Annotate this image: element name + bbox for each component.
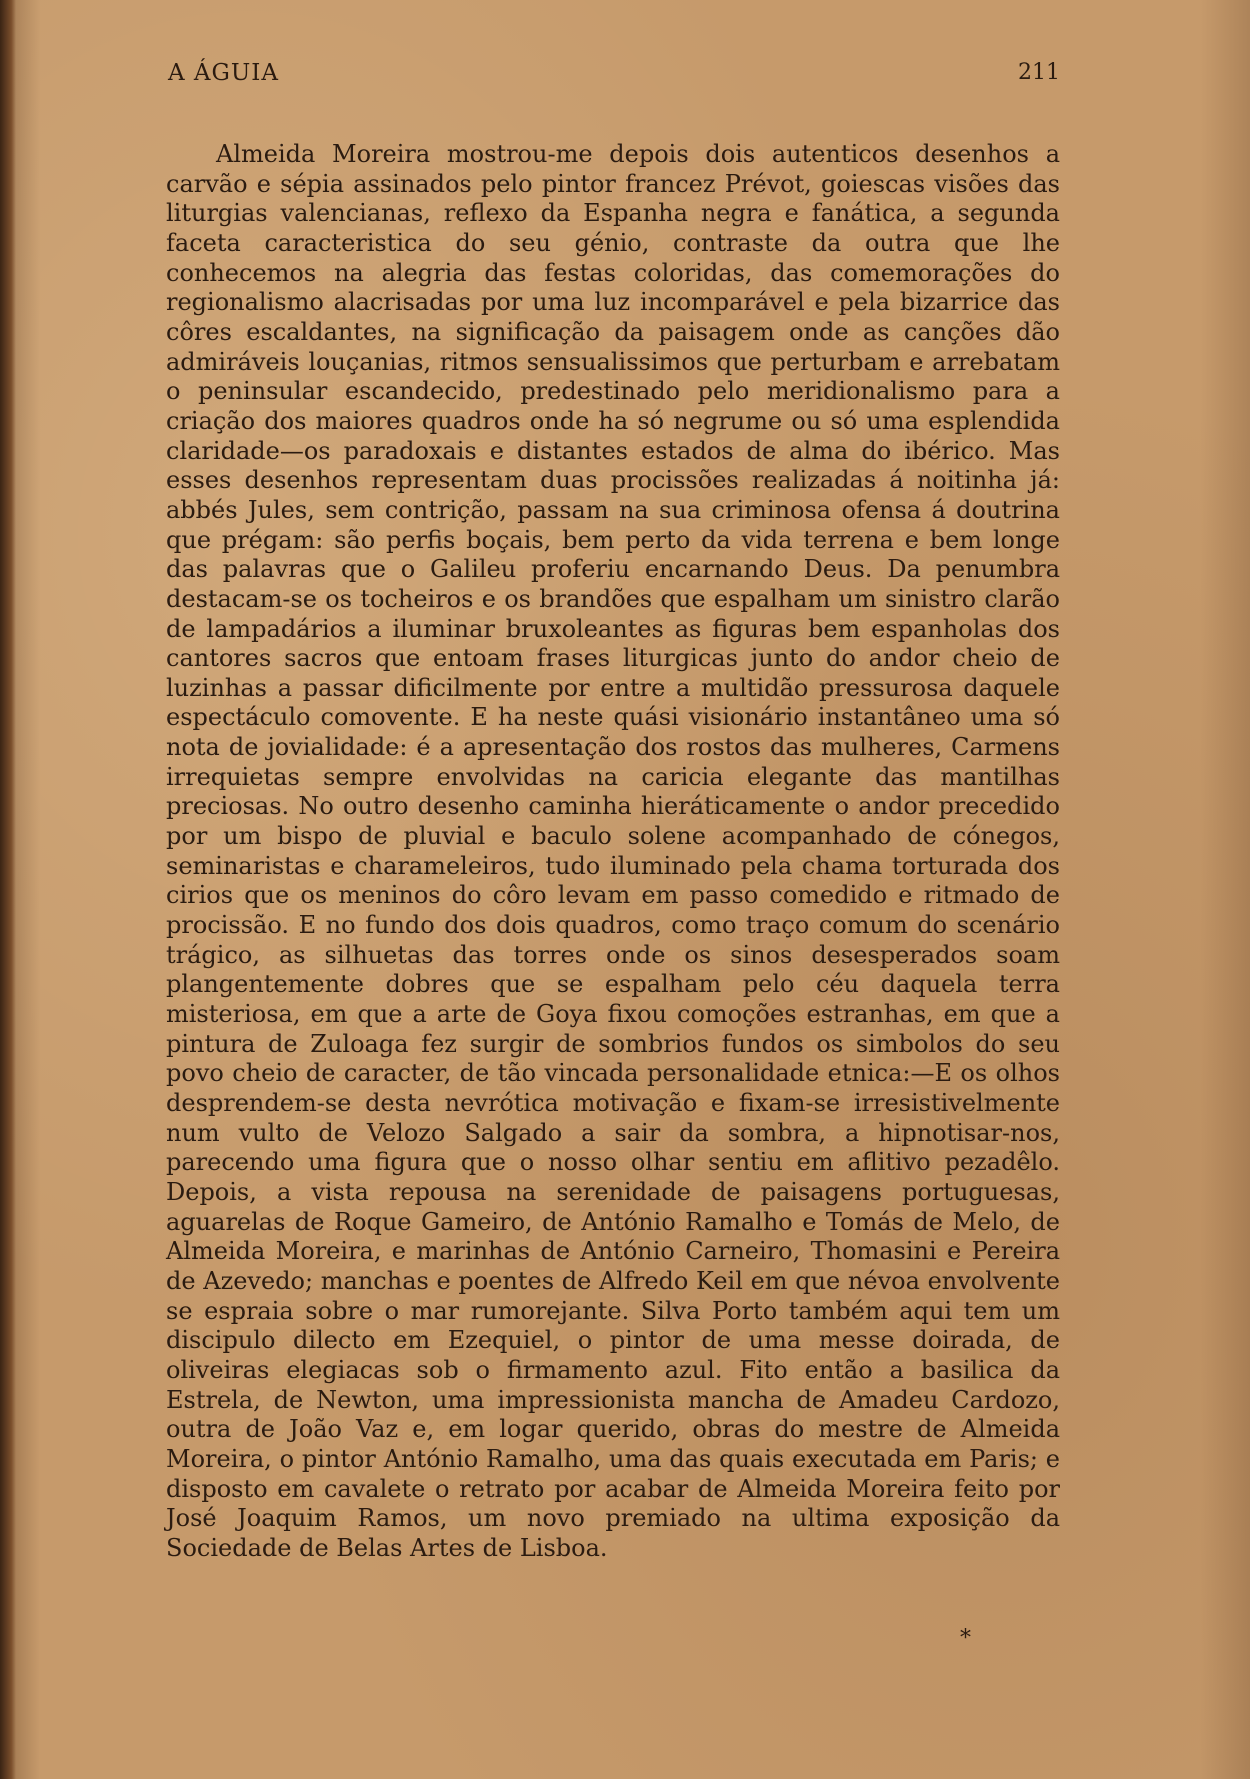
running-title: A ÁGUIA (168, 60, 279, 86)
page-header (168, 60, 1060, 96)
book-spine-edge (0, 0, 16, 1779)
body-paragraph: Almeida Moreira mostrou-me depois dois autenticos desenhos a carvão e sépia assinados pelo pintor francez Prévot, goiescas visões das liturgias valencianas, reflexo da Espanha negra e fanática, a segunda faceta caracteristica do seu génio, contraste da outra que lhe conhecemos na alegria das festas coloridas, das comemorações do regionalismo alacrisadas por uma luz incomparável e pela bizarrice das côres escaldantes, na significação da paisagem onde as canções dão admiráveis louçanias, ritmos sensualissimos que perturbam e arrebatam o peninsular escandecido, predestinado pelo meridionalismo para a criação dos maiores quadros onde ha só negrume ou só uma esplendida claridade—os paradoxais e distantes estados de alma do ibérico. Mas esses desenhos representam duas procissões realizadas á noitinha já: abbés Jules, sem contrição, passam na sua criminosa ofensa á doutrina que prégam: são perfis boçais, bem perto da vida terrena e bem longe das palavras que o Galileu proferiu encarnando Deus. Da penumbra destacam-se os tocheiros e os brandões que espalham um sinistro clarão de lampadários a iluminar bruxoleantes as figuras bem espanholas dos cantores sacros que entoam frases liturgicas junto do andor cheio de luzinhas a passar dificilmente por entre a multidão pressurosa daquele espectáculo comovente. E ha neste quási visionário instantâneo uma só nota de jovialidade: é a apresentação dos rostos das mulheres, Carmens irrequietas sempre envolvidas na caricia elegante das mantilhas preciosas. No outro desenho caminha hieráticamente o andor precedido por um bispo de pluvial e baculo solene acompanhado de cónegos, seminaristas e charameleiros, tudo iluminado pela chama torturada dos cirios que os meninos do côro levam em passo comedido e ritmado de procissão. E no fundo dos dois quadros, como traço comum do scenário trágico, as silhuetas das torres onde os sinos desesperados soam plangentemente dobres que se espalham pelo céu daquela terra misteriosa, em que a arte de Goya fixou comoções estranhas, em que a pintura de Zuloaga fez surgir de sombrios fundos os simbolos do seu povo cheio de caracter, de tão vincada personalidade etnica:—E os olhos desprendem-se desta nevrótica motivação e fixam-se irresistivelmente num vulto de Velozo Salgado a sair da sombra, a hipnotisar-nos, parecendo uma figura que o nosso olhar sentiu em aflitivo pezadêlo. Depois, a vista repousa na serenidade de paisagens portuguesas, aguarelas de Roque Gameiro, de António Ramalho e Tomás de Melo, de Almeida Moreira, e marinhas de António Carneiro, Thomasini e Pereira de Azevedo; manchas e poentes de Alfredo Keil em que névoa envolvente se espraia sobre o mar rumorejante. Silva Porto também aqui tem um discipulo dilecto em Ezequiel, o pintor de uma messe doirada, de oliveiras elegiacas sob o firmamento azul. Fito então a basilica da Estrela, de Newton, uma impressionista mancha de Amadeu Cardozo, outra de João Vaz e, em logar querido, obras do mestre de Almeida Moreira, o pintor António Ramalho, uma das quais executada em Paris; e disposto em cavalete o retrato por acabar de Almeida Moreira feito por José Joaquim Ramos, um novo premiado na ultima exposição da Sociedade de Belas Artes de Lisboa. (166, 140, 1060, 1562)
page-number: 211 (1018, 60, 1060, 85)
article-body (166, 140, 1060, 1564)
section-end-asterisk: * (960, 1626, 971, 1651)
